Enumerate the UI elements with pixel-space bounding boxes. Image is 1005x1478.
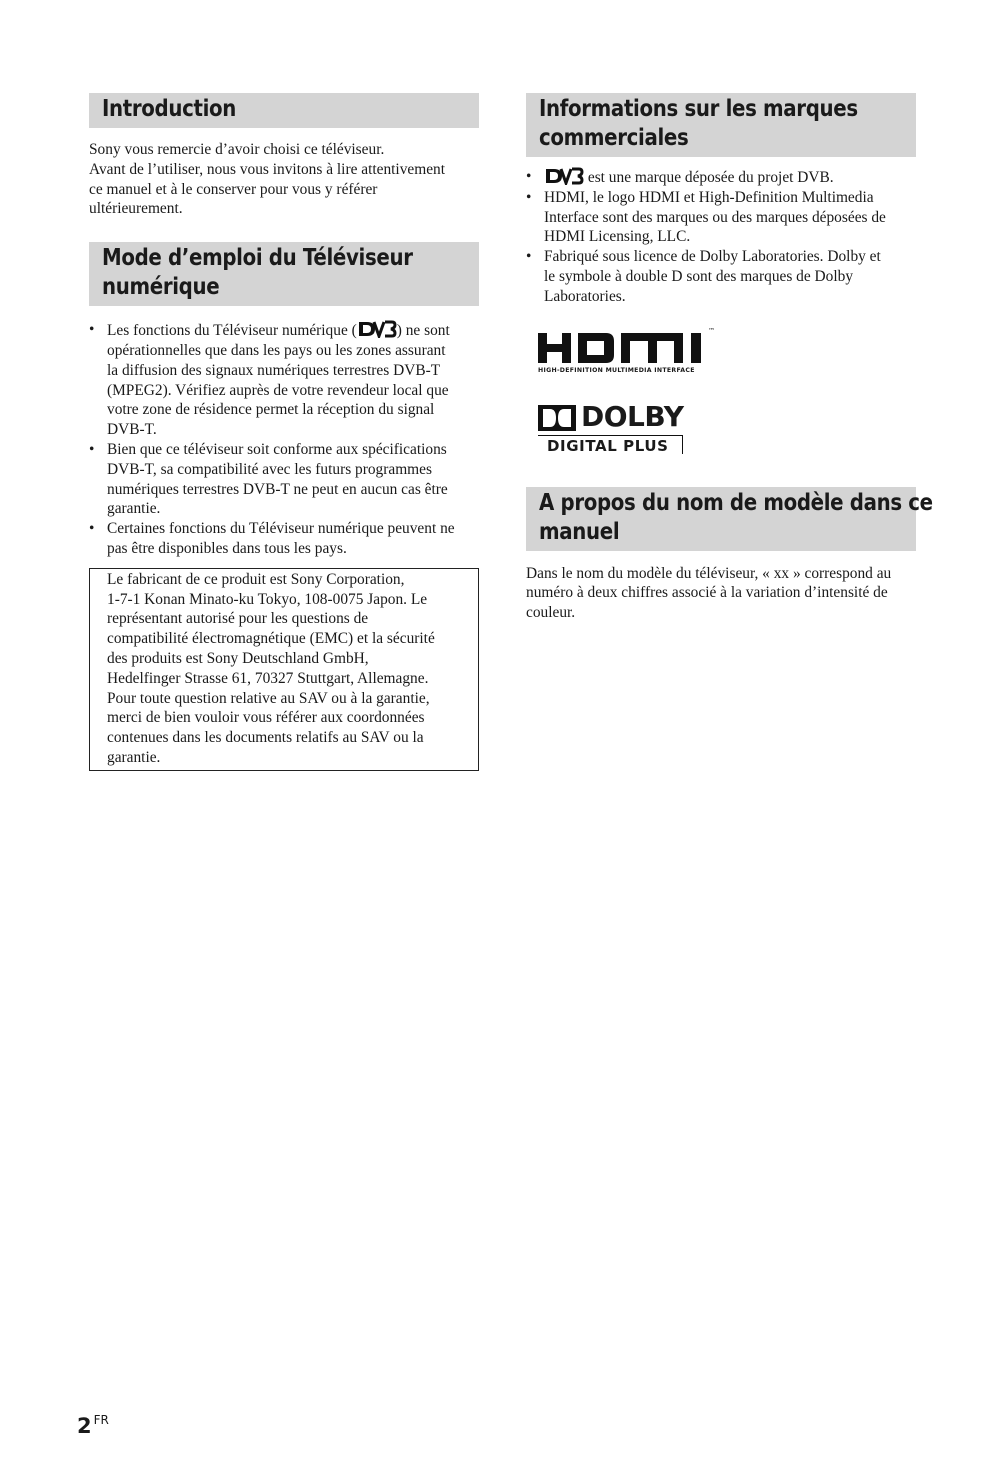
list-item: • est une marque déposée du projet DVB.: [526, 168, 834, 186]
hdmi-wordmark-icon: [538, 333, 718, 363]
heading-model-name: A propos du nom de modèle dans ce manuel: [526, 487, 916, 551]
trademark-list: [526, 167, 916, 307]
page-number: 2: [77, 1414, 92, 1438]
page-footer: [77, 1413, 109, 1438]
right-column: [526, 93, 933, 623]
hdmi-logo: ™ HIGH-DEFINITION MULTIMEDIA INTERFACE: [538, 333, 728, 383]
dvb-logo-icon: [544, 167, 584, 185]
mode-bullet-list: [89, 320, 479, 559]
model-name-text: Dans le nom du modèle du téléviseur, « xx » correspond au numéro à deux chiffres associé à la variation d’intensité de couleur.: [526, 564, 892, 622]
list-item: • Les fonctions du Téléviseur numérique ( ) ne sont opérationnelles que dans les pays ou les zones assurant la diffusion des signaux numériques terrestres DVB-T (MPEG2). Vérifiez auprès de votre revendeur local que votre zone de résidence permet la réception du signal DVB-T.: [89, 321, 450, 439]
left-column: [89, 93, 479, 771]
heading-trademarks: Informations sur les marques commerciales: [526, 93, 916, 157]
list-item: • Certaines fonctions du Téléviseur numérique peuvent ne pas être disponibles dans tous les pays.: [89, 520, 455, 557]
list-item: • Fabriqué sous licence de Dolby Laboratories. Dolby et le symbole à double D sont des marques de Dolby Laboratories.: [526, 248, 881, 305]
language-code: FR: [93, 1413, 109, 1427]
dvb-logo-icon: [357, 320, 397, 338]
heading-mode-emploi: Mode d’emploi du Téléviseur numérique: [89, 242, 479, 306]
manufacturer-notice-box: Le fabricant de ce produit est Sony Corporation, 1-7-1 Konan Minato-ku Tokyo, 108-0075 Japon. Le représentant autorisé pour les questions de compatibilité électromagnétique (EMC) et la sécurité des produits est Sony Deutschland GmbH, Hedelfinger Strasse 61, 70327 Stuttgart, Allemagne. Pour toute question relative au SAV ou à la garantie, merci de bien vouloir vous référer aux coordonnées contenues dans les documents relatifs au SAV ou la garantie.: [89, 568, 479, 771]
list-item: • HDMI, le logo HDMI et High-Definition Multimedia Interface sont des marques ou des marques déposées de HDMI Licensing, LLC.: [526, 188, 886, 246]
list-item: • Bien que ce téléviseur soit conforme aux spécifications DVB-T, sa compatibilité avec les futurs programmes numériques terrestres DVB-T ne peut en aucun cas être garantie.: [89, 440, 448, 518]
heading-introduction: Introduction: [89, 93, 479, 128]
intro-text: Sony vous remercie d’avoir choisi ce téléviseur. Avant de l’utiliser, nous vous invitons à lire attentivement ce manuel et à le conserver pour vous y référer ultérieurement.: [89, 141, 446, 218]
dolby-digital-plus-logo: DOLBY DIGITAL PLUS: [538, 403, 698, 463]
dolby-double-d-icon: [538, 405, 576, 431]
